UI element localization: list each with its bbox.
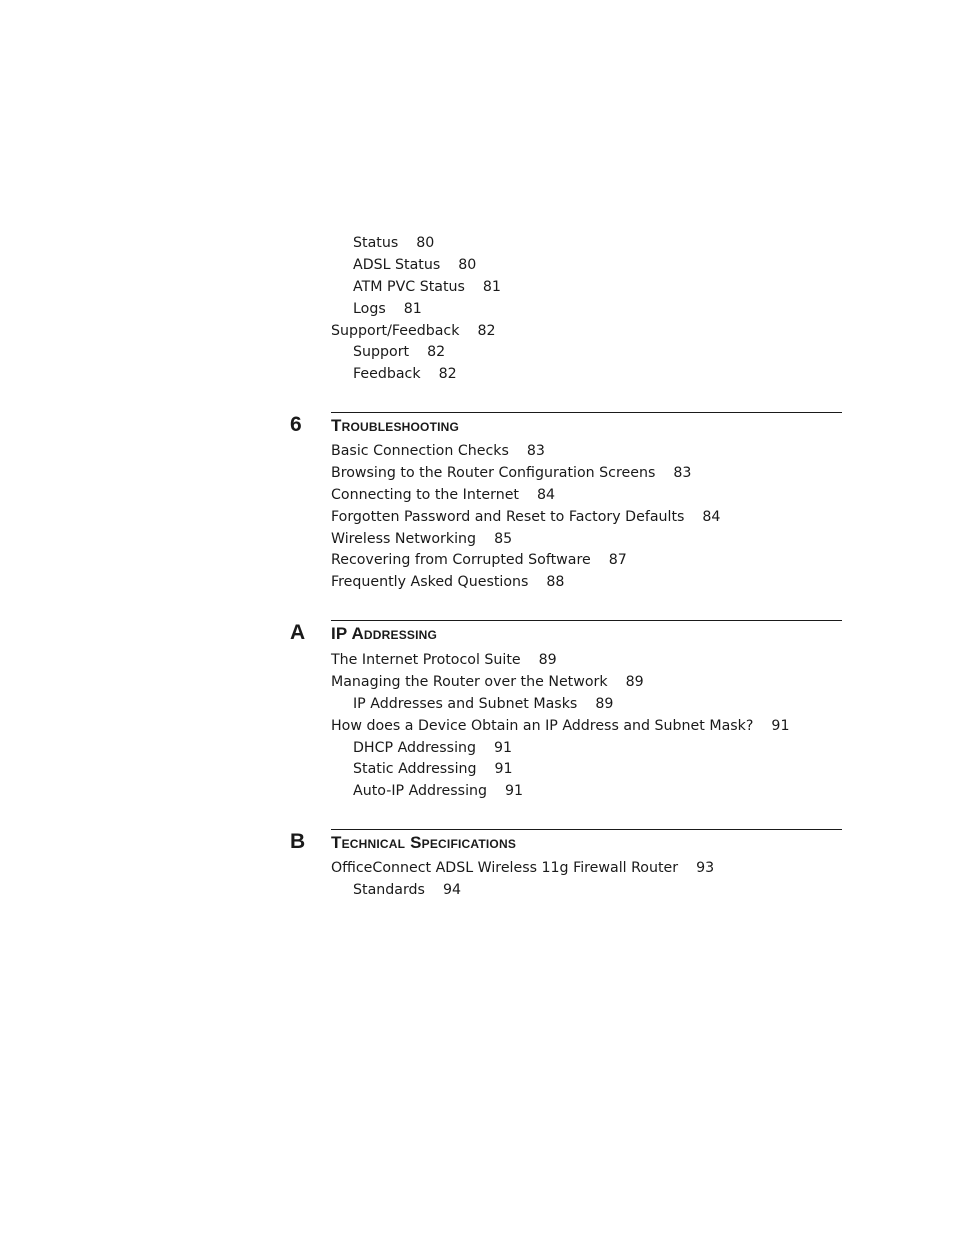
toc-entry-label: IP Addresses and Subnet Masks (353, 695, 578, 712)
toc-entry-label: Managing the Router over the Network (331, 673, 608, 690)
toc-entry-label: DHCP Addressing (353, 739, 477, 756)
toc-entry-page: 81 (482, 278, 501, 295)
toc-entry-label: Forgotten Password and Reset to Factory Defaults (331, 508, 685, 525)
chapter-6-entries (331, 441, 851, 594)
toc-entry[interactable] (331, 694, 851, 716)
toc-entry-page: 91 (494, 739, 513, 756)
toc-entry-label: Browsing to the Router Configuration Screens (331, 464, 656, 481)
chapter-number: A (290, 621, 306, 644)
chapter-title[interactable]: Troubleshooting (331, 416, 460, 435)
toc-entry[interactable] (331, 441, 851, 463)
toc-entry-page: 80 (416, 235, 435, 251)
toc-continued-list (331, 233, 851, 386)
toc-entry-page: 89 (625, 673, 644, 690)
toc-entry-label: Recovering from Corrupted Software (331, 552, 591, 569)
toc-entry-page: 87 (608, 552, 627, 569)
toc-entry-label: ATM PVC Status (353, 278, 465, 295)
appendix-a-entries (331, 650, 851, 803)
toc-entry-label: Frequently Asked Questions (331, 574, 529, 591)
toc-entry[interactable] (331, 759, 851, 781)
toc-entry[interactable] (331, 233, 851, 255)
toc-entry[interactable] (331, 672, 851, 694)
toc-entry-label: Basic Connection Checks (331, 443, 509, 459)
toc-entry-label: Support (353, 344, 410, 361)
toc-entry-label: Logs (353, 300, 386, 317)
toc-entry[interactable] (331, 650, 851, 672)
toc-entry-label: Auto-IP Addressing (353, 783, 488, 800)
toc-entry-label: Standards (353, 881, 425, 898)
toc-entry[interactable] (331, 299, 851, 321)
toc-entry-page: 82 (438, 366, 457, 383)
toc-entry-label: Wireless Networking (331, 530, 477, 547)
toc-entry-label: Feedback (353, 366, 421, 383)
toc-entry[interactable] (331, 485, 851, 507)
toc-entry-label: The Internet Protocol Suite (331, 652, 521, 668)
toc-entry[interactable] (331, 550, 851, 572)
appendix-b-entries (331, 858, 851, 902)
toc-entry-page: 91 (494, 761, 513, 778)
chapter-title[interactable]: Technical Specifications (331, 833, 517, 852)
toc-entry-page: 82 (477, 322, 496, 339)
toc-entry-label: Support/Feedback (331, 322, 460, 339)
toc-entry-page: 81 (403, 300, 422, 317)
chapter-title[interactable]: IP Addressing (331, 624, 438, 643)
toc-entry[interactable] (331, 321, 851, 343)
toc-entry[interactable] (331, 342, 851, 364)
toc-entry-page: 82 (427, 344, 446, 361)
toc-entry[interactable] (331, 781, 851, 803)
toc-entry-page: 80 (458, 256, 477, 273)
toc-entry-page: 93 (696, 860, 715, 876)
toc-entry-label: How does a Device Obtain an IP Address and Subnet Mask? (331, 717, 754, 734)
toc-entry-page: 84 (537, 486, 556, 503)
toc-entry-page: 89 (595, 695, 614, 712)
toc-entry-page: 91 (505, 783, 524, 800)
toc-entry-page: 83 (673, 464, 692, 481)
toc-entry-page: 84 (702, 508, 721, 525)
toc-entry[interactable] (331, 858, 851, 880)
toc-entry-page: 91 (771, 717, 790, 734)
toc-entry[interactable] (331, 529, 851, 551)
toc-entry[interactable] (331, 572, 851, 594)
toc-entry-label: Connecting to the Internet (331, 486, 519, 503)
toc-entry[interactable] (331, 277, 851, 299)
toc-entry-label: ADSL Status (353, 256, 441, 273)
toc-entry-page: 83 (526, 443, 545, 459)
toc-entry[interactable] (331, 880, 851, 902)
toc-entry[interactable] (331, 255, 851, 277)
toc-entry-label: Static Addressing (353, 761, 477, 778)
toc-entry-label: OfficeConnect ADSL Wireless 11g Firewall Router (331, 860, 679, 876)
toc-entry[interactable] (331, 463, 851, 485)
chapter-number: B (290, 830, 306, 853)
toc-entry[interactable] (331, 364, 851, 386)
chapter-number: 6 (290, 413, 302, 436)
toc-entry-page: 94 (442, 881, 461, 898)
toc-entry-page: 85 (494, 530, 513, 547)
toc-entry[interactable] (331, 738, 851, 760)
toc-entry[interactable] (331, 716, 851, 738)
toc-entry[interactable] (331, 507, 851, 529)
toc-entry-page: 89 (538, 652, 557, 668)
toc-entry-page: 88 (546, 574, 565, 591)
toc-entry-label: Status (353, 235, 399, 251)
